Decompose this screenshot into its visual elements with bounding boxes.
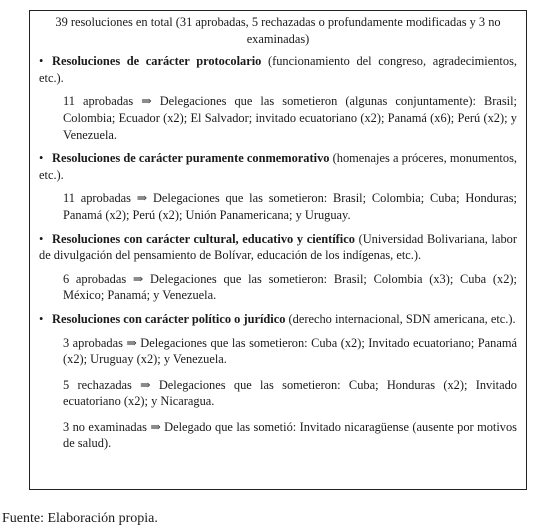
resolution-item: 5 rechazadas ⇒ Delegaciones que las sometieron: Cuba; Honduras (x2); Invitado ecuatoriano (x2); y Nicaragua.: [63, 377, 517, 409]
category-description: (funcionamiento del congreso, agradecimientos, etc.).: [39, 54, 517, 85]
resolution-item: 3 aprobadas ⇒ Delegaciones que las sometieron: Cuba (x2); Invitado ecuatoriano; Panamá (x2); Uruguay (x2); y Venezuela.: [63, 335, 517, 367]
section-conmemorativo: [39, 150, 517, 223]
category-description: (Universidad Bolivariana, labor de divulgación del pensamiento de Bolívar, educación de los indígenas, etc.).: [39, 231, 517, 263]
resolution-item: 6 aprobadas ⇒ Delegaciones que las sometieron: Brasil; Colombia (x3); Cuba (x2); México; Panamá; y Venezuela.: [63, 271, 517, 303]
source-note: Fuente: Elaboración propia.: [2, 511, 158, 526]
category-heading: [39, 231, 517, 264]
category-heading: [39, 311, 517, 328]
category-title: Resoluciones con carácter cultural, educativo y científico: [52, 231, 355, 246]
bullet-icon: •: [39, 231, 44, 246]
category-description: (homenajes a próceres, monumentos, etc.).: [39, 151, 517, 182]
bullet-icon: •: [39, 311, 44, 326]
category-heading: [39, 53, 517, 86]
category-title: Resoluciones de carácter puramente conmemorativo: [52, 151, 330, 166]
resolutions-table: [29, 10, 527, 490]
category-description: (derecho internacional, SDN americana, etc.).: [285, 311, 516, 326]
category-title: Resoluciones de carácter protocolario: [52, 54, 262, 69]
bullet-icon: •: [39, 151, 44, 166]
section-cultural: [39, 231, 517, 304]
resolution-item: 11 aprobadas ⇒ Delegaciones que las sometieron: Brasil; Colombia; Cuba; Honduras; Panamá (x2); Perú (x2); Unión Panamericana; y Uruguay.: [63, 191, 517, 222]
section-protocolario: [39, 53, 517, 143]
bullet-icon: •: [39, 54, 44, 69]
resolution-item: 3 no examinadas ⇒ Delegado que las sometió: Invitado nicaragüense (ausente por motivos de salud).: [63, 419, 517, 451]
section-politico: [39, 311, 517, 452]
category-heading: [39, 150, 517, 183]
summary-text: 39 resoluciones en total (31 aprobadas, 5 rechazadas o profundamente modificadas y 3 no examinadas): [55, 15, 501, 46]
category-title: Resoluciones con carácter político o jurídico: [52, 311, 286, 326]
resolution-item: 11 aprobadas ⇒ Delegaciones que las sometieron (algunas conjuntamente): Brasil; Colombia; Ecuador (x2); El Salvador; invitado ecuatoriano (x2); Panamá (x6); Perú (x2); y Venezuela.: [63, 94, 517, 142]
